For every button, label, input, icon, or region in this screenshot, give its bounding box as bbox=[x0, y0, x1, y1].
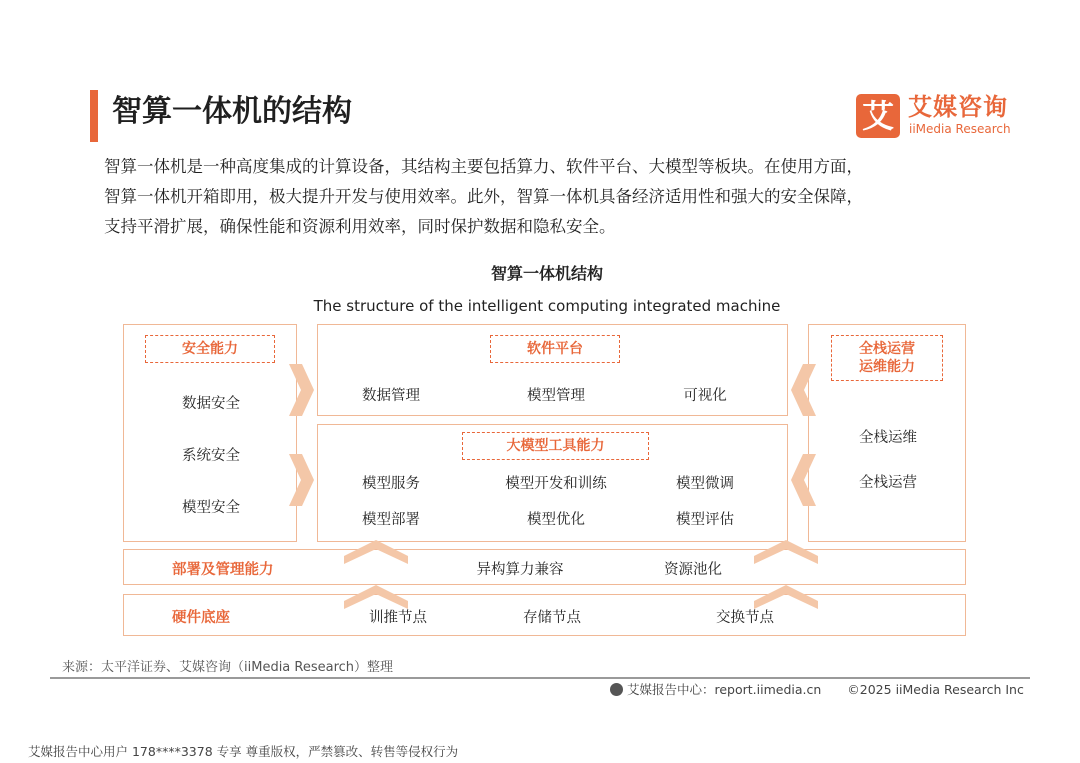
fullstack-ops-label bbox=[831, 335, 943, 381]
intro-line-3: 支持平滑扩展，确保性能和资源利用效率，同时保护数据和隐私安全。 bbox=[104, 217, 616, 236]
hardware-item-switch: 交换节点 bbox=[716, 610, 774, 626]
model-tools-item-service: 模型服务 bbox=[362, 476, 420, 492]
software-platform-label: 软件平台 bbox=[490, 335, 620, 363]
software-item-model-mgmt: 模型管理 bbox=[527, 388, 585, 404]
fullstack-item-ops: 全栈运维 bbox=[859, 430, 917, 446]
globe-icon bbox=[610, 683, 623, 696]
fullstack-item-operation: 全栈运营 bbox=[859, 475, 917, 491]
hardware-item-train-infer: 训推节点 bbox=[369, 610, 427, 626]
footer-report-center[interactable]: 艾媒报告中心：report.iimedia.cn bbox=[627, 682, 822, 697]
footer-right bbox=[610, 680, 1024, 698]
deploy-mgmt-label: 部署及管理能力 bbox=[172, 562, 274, 578]
model-tools-label: 大模型工具能力 bbox=[462, 432, 649, 460]
software-item-data-mgmt: 数据管理 bbox=[362, 388, 420, 404]
footer-copyright: ©2025 iiMedia Research Inc bbox=[847, 682, 1024, 697]
intro-line-1: 智算一体机是一种高度集成的计算设备，其结构主要包括算力、软件平台、大模型等板块。在使用方面， bbox=[104, 157, 863, 176]
logo-brand-en: iiMedia Research bbox=[909, 122, 1011, 136]
hardware-base-label: 硬件底座 bbox=[172, 610, 230, 626]
watermark-note: 艾媒报告中心用户 178****3378 专享 尊重版权，严禁篡改、转售等侵权行为 bbox=[28, 744, 459, 759]
fullstack-ops-label-line1: 全栈运营 bbox=[859, 341, 915, 357]
model-tools-item-deploy: 模型部署 bbox=[362, 512, 420, 528]
security-item-system: 系统安全 bbox=[182, 448, 240, 464]
intro-line-2: 智算一体机开箱即用，极大提升开发与使用效率。此外，智算一体机具备经济适用性和强大的安全保障， bbox=[104, 187, 863, 206]
deploy-item-pool: 资源池化 bbox=[664, 562, 722, 578]
page-title: 智算一体机的结构 bbox=[112, 94, 352, 129]
logo-mark: 艾 bbox=[856, 94, 900, 138]
security-item-data: 数据安全 bbox=[182, 396, 240, 412]
diagram-title: 智算一体机结构 bbox=[490, 264, 603, 283]
model-tools-item-optimize: 模型优化 bbox=[527, 512, 585, 528]
intro-paragraph bbox=[104, 152, 964, 242]
source-note: 来源：太平洋证券、艾媒咨询（iiMedia Research）整理 bbox=[62, 660, 394, 675]
footer-divider bbox=[50, 677, 1030, 679]
model-tools-item-evaluate: 模型评估 bbox=[676, 512, 734, 528]
security-label: 安全能力 bbox=[145, 335, 275, 363]
logo-brand-cn: 艾媒咨询 bbox=[908, 93, 1008, 121]
deploy-item-hetero: 异构算力兼容 bbox=[476, 562, 564, 578]
model-tools-item-finetune: 模型微调 bbox=[676, 476, 734, 492]
title-accent-bar bbox=[90, 90, 98, 142]
diagram-subtitle: The structure of the intelligent computing integrated machine bbox=[313, 297, 781, 315]
security-item-model: 模型安全 bbox=[182, 500, 240, 516]
model-tools-item-dev-train: 模型开发和训练 bbox=[505, 476, 607, 492]
software-item-visualization: 可视化 bbox=[683, 388, 727, 404]
hardware-item-storage: 存储节点 bbox=[523, 610, 581, 626]
fullstack-ops-label-line2: 运维能力 bbox=[859, 359, 915, 375]
